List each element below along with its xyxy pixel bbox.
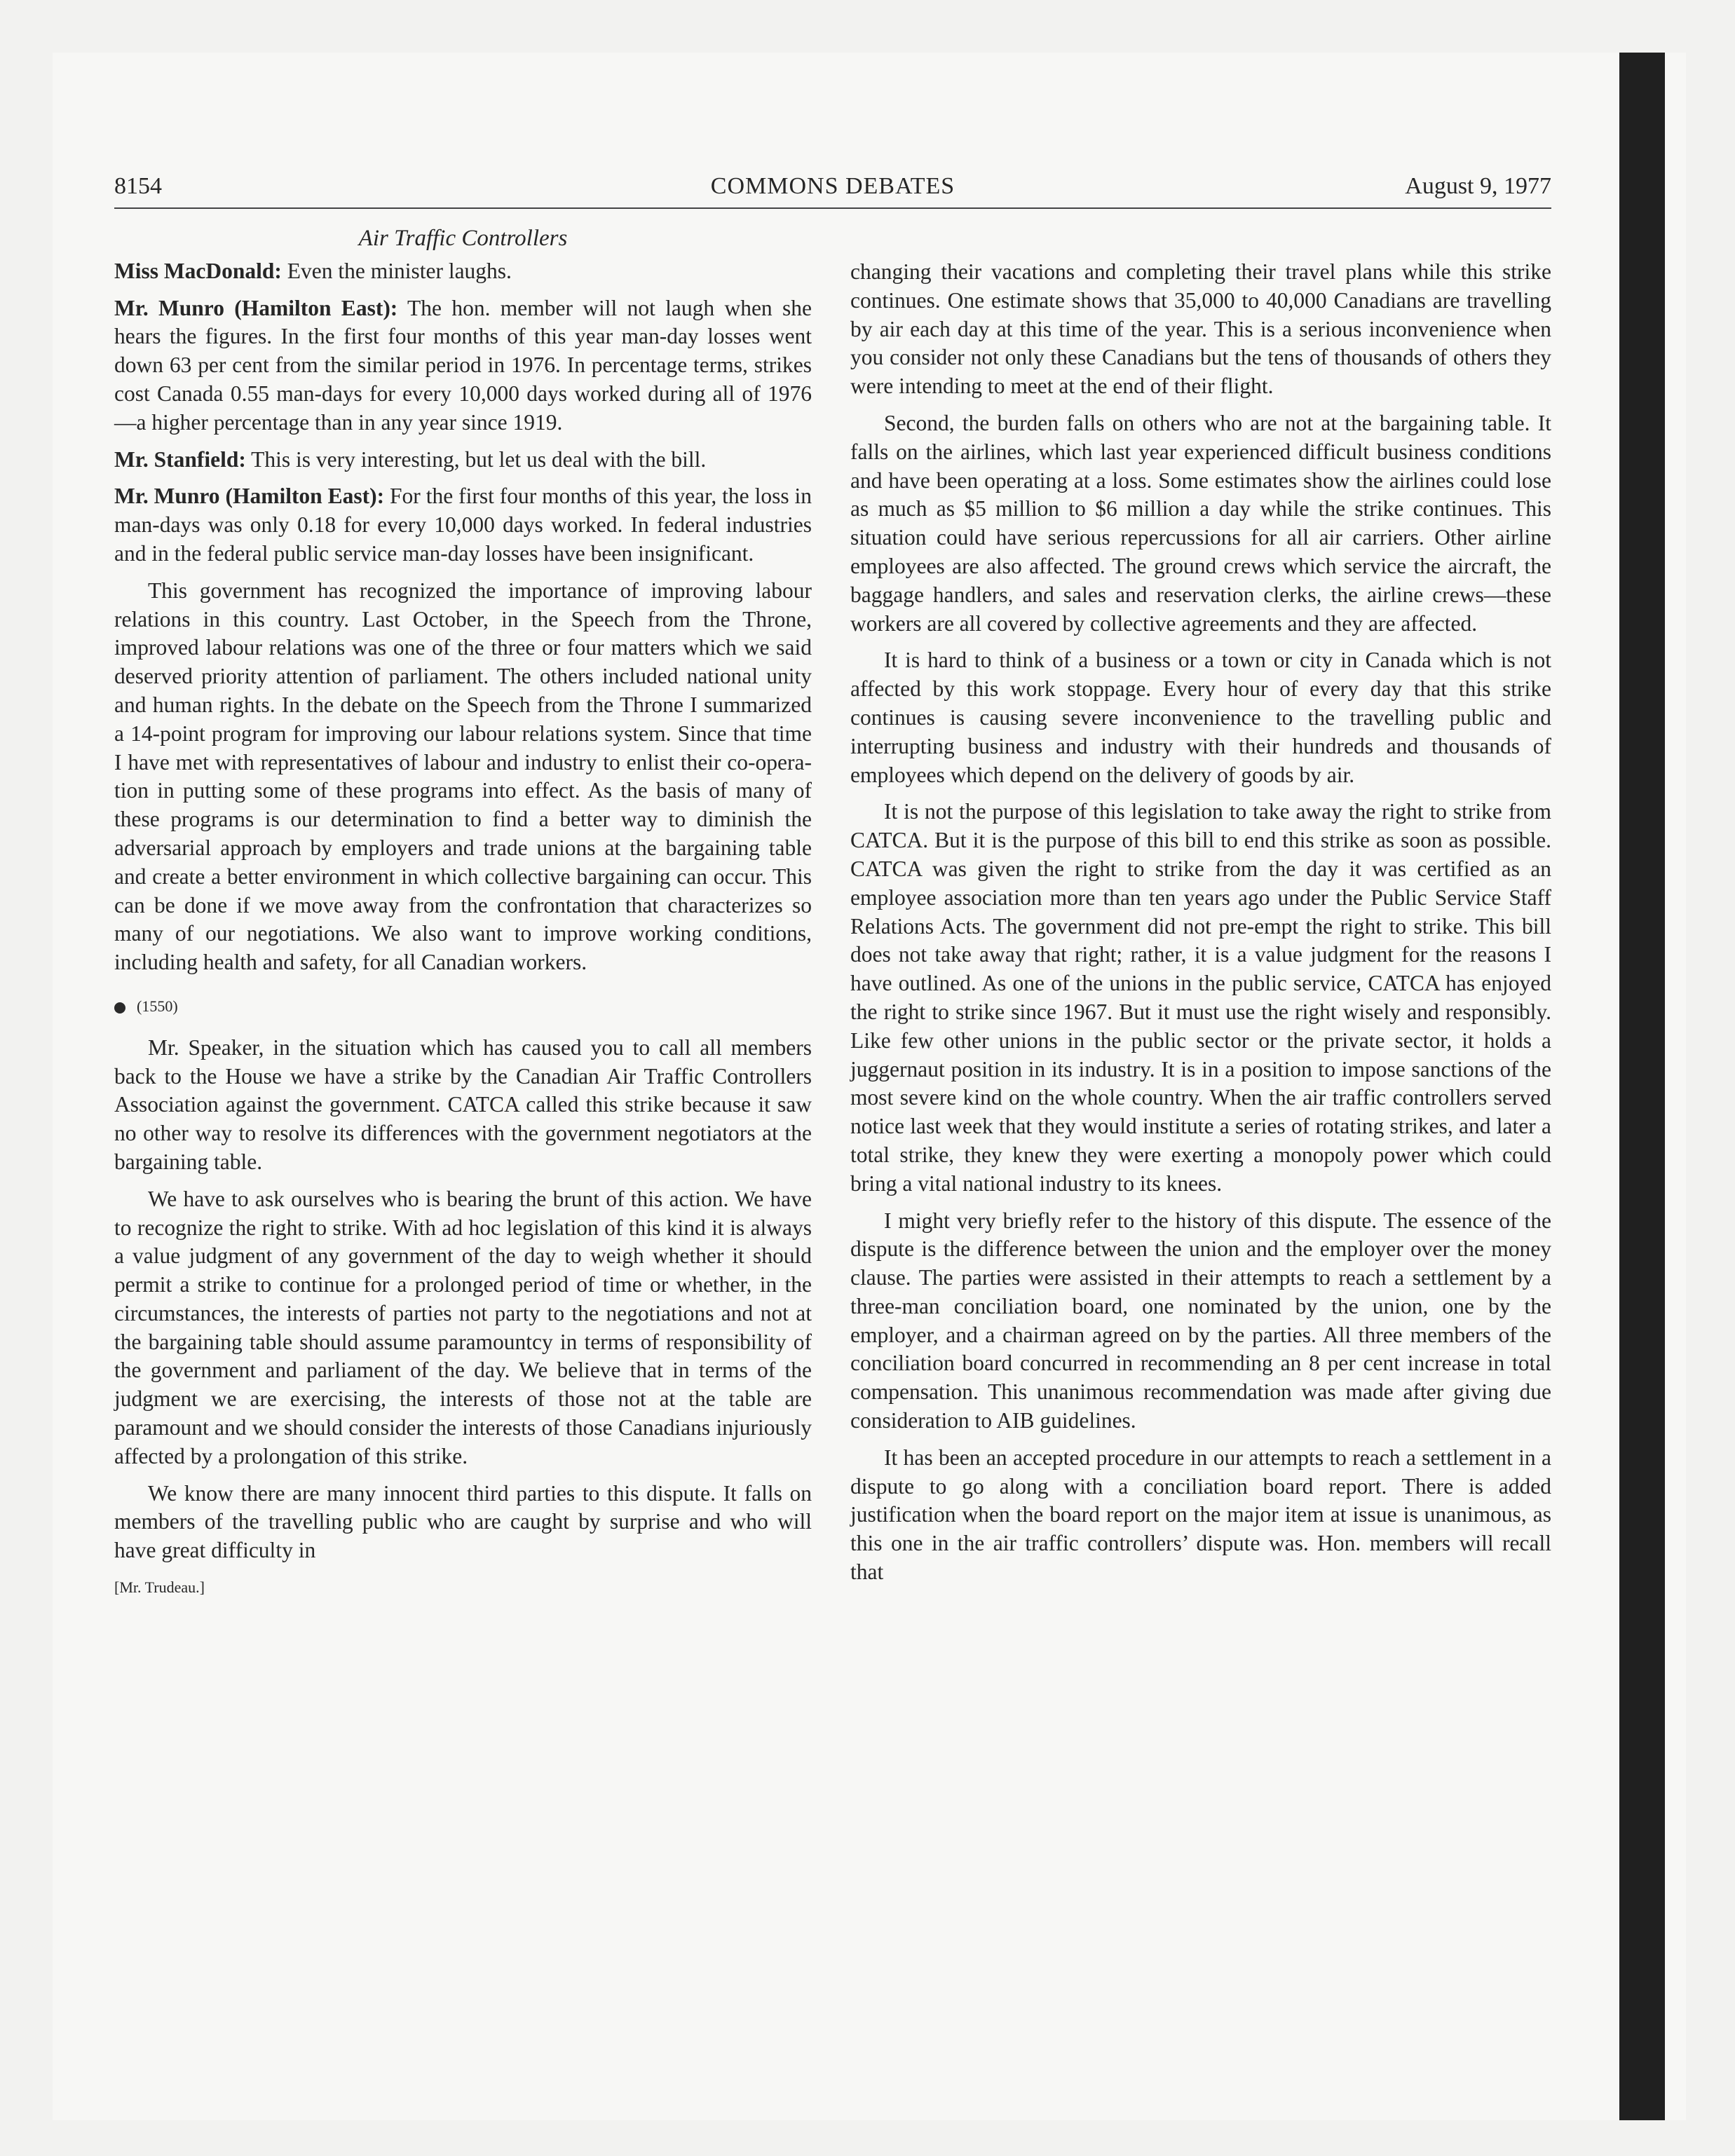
speech-paragraph	[114, 294, 812, 437]
speaker-name: Miss MacDonald:	[114, 258, 282, 283]
body-paragraph: Second, the burden falls on others who are not at the bargaining table. It falls on the airlines, which last year experienced difficult business conditions and have been operating at a loss. Some estimates show the airlines could lose as much as $5 million to $6 million a day while the strike continues. This situation could have serious repercussions for all air carriers. Other airline employees are also affected. The ground crews which service the aircraft, the baggage handlers, and sales and reservation clerks, the airline crews—these workers are all covered by collective agreements and they are affected.	[850, 410, 1551, 636]
body-paragraph: It is not the purpose of this legislation to take away the right to strike from CATCA. But it is the purpose of this bill to end this strike as soon as possible. CATCA was given the right to strike from the day it was certified as an employee association more than ten years ago under the Public Service Staff Relations Acts. The government did not pre-empt the right to strike. This bill does not take away that right; rather, it is a value judgment for the reasons I have outlined. As one of the unions in the public service, CATCA has enjoyed the right to strike since 1967. But it must use the right wisely and responsibly. Like few other unions in the public sector or the private sector, it holds a juggernaut position in its industry. It is in a position to impose sanctions of the most severe kind on the whole country. When the air traffic controllers served notice last week that they would institute a series of rotating strikes, and later a total strike, they knew they were exerting a monopoly power which could bring a vital national industry to its knees.	[850, 799, 1551, 1196]
page-number: 8154	[114, 173, 162, 199]
page-header	[114, 172, 1551, 209]
publication-date: August 9, 1977	[1405, 173, 1551, 199]
running-head: Air Traffic Controllers	[358, 226, 568, 251]
body-paragraph: This government has recognized the importance of improving labour relations in this country. Last October, in the Speech from the Throne, improved labour relations was one of the three or four matters which we said deserved priority attention of parliament. The others included national unity and human rights. In the debate on the Speech from the Throne I summarized a 14-point program for improving our labour relations system. Since that time I have met with representatives of labour and industry to enlist their co-operation in putting some of these programs into effect. As the basis of many of these programs is our determination to find a better way to diminish the adversarial approach by employers and trade unions at the bargaining table and create a better environment in which collective bargaining can occur. This can be done if we move away from the confrontation that characterizes so many of our negotiations. We also want to improve working conditions, including health and safety, for all Canadian workers.	[114, 578, 812, 975]
speech-paragraph	[114, 446, 812, 475]
body-paragraph: Mr. Speaker, in the situation which has caused you to call all members back to the House we have a strike by the Canadian Air Traffic Controllers Association against the government. CATCA called this strike because it saw no other way to resolve its differences with the government negotiators at the bargaining table.	[114, 1035, 812, 1174]
body-paragraph: It has been an accepted procedure in our attempts to reach a settlement in a dispute to go along with a conciliation board report. There is added justification when the board report on the major item at issue is unanimous, as this one in the air traffic controllers’ dispute was. Hon. members will recall that	[850, 1445, 1551, 1585]
time-marker	[114, 992, 812, 1021]
left-column	[114, 224, 812, 1602]
speaker-tag: [Mr. Trudeau.]	[114, 1578, 205, 1597]
speaker-name: Mr. Stanfield:	[114, 446, 246, 472]
body-paragraph: We have to ask ourselves who is bearing the brunt of this action. We have to recognize the right to strike. With ad hoc legislation of this kind it is always a value judgment of any government of the day to weigh whether it should permit a strike to continue for a prolonged period of time or whether, in the circumstances, the interests of parties not party to the negotiations and not at the bargaining table should assume paramountcy in terms of responsibility of the government and parliament of the day. We believe that in terms of the judgment we are exercising, the interests of those not at the table are paramount and we should consider the interests of those Canadians injuriously affected by a prolongation of this strike.	[114, 1186, 812, 1468]
speech-text: Even the minister laughs.	[281, 258, 512, 283]
speech-text: For the first four months of this year, the loss in man-days was only 0.18 for every 10,000 days worked. In federal industries and in the federal public service man-day losses have been insignificant.	[114, 484, 812, 566]
speech-paragraph	[114, 257, 812, 286]
bullet-icon	[114, 1002, 125, 1014]
speech-paragraph	[114, 482, 812, 568]
speaker-name: Mr. Munro (Hamilton East):	[114, 484, 385, 509]
speech-text: The hon. member will not laugh when she hears the figures. In the first four months of this year man-day losses went down 63 per cent from the similar period in 1976. In percentage terms, strikes cost Canada 0.55 man-days for every 10,000 days worked during all of 1976—a higher percentage than in any year since 1919.	[114, 295, 812, 435]
scan-edge	[1619, 53, 1665, 2120]
speaker-name: Mr. Munro (Hamilton East):	[114, 295, 398, 320]
speech-text: This is very interesting, but let us deal with the bill.	[245, 446, 707, 472]
publication-title: COMMONS DEBATES	[710, 173, 955, 199]
right-column	[850, 258, 1551, 1595]
time-marker-text: (1550)	[137, 997, 178, 1015]
body-paragraph: We know there are many innocent third parties to this dispute. It falls on members of the travelling public who are caught by surprise and who will have great difficulty in	[114, 1480, 812, 1563]
body-paragraph: It is hard to think of a business or a town or city in Canada which is not affected by this work stoppage. Every hour of every day that this strike continues is causing severe inconvenience to the travelling public and interrupting business and industry with their hundreds and thousands of employees which depend on the delivery of goods by air.	[850, 648, 1551, 787]
body-paragraph: I might very briefly refer to the history of this dispute. The essence of the dispute is the difference between the union and the employer over the money clause. The parties were assisted in their attempts to reach a settlement by a three-man conciliation board, one nominated by the union, one by the employer, and a chairman agreed on by the parties. All three members of the conciliation board concurred in recommending an 8 per cent increase in total compensation. This unanimous recommendation was made after giving due consideration to AIB guidelines.	[850, 1208, 1551, 1433]
body-paragraph: changing their vacations and completing their travel plans while this strike continues. One estimate shows that 35,000 to 40,000 Canadians are travelling by air each day at this time of the year. This is a serious inconvenience when you consider not only these Canadians but the tens of thousands of others they were intending to meet at the end of their flight.	[850, 259, 1551, 399]
